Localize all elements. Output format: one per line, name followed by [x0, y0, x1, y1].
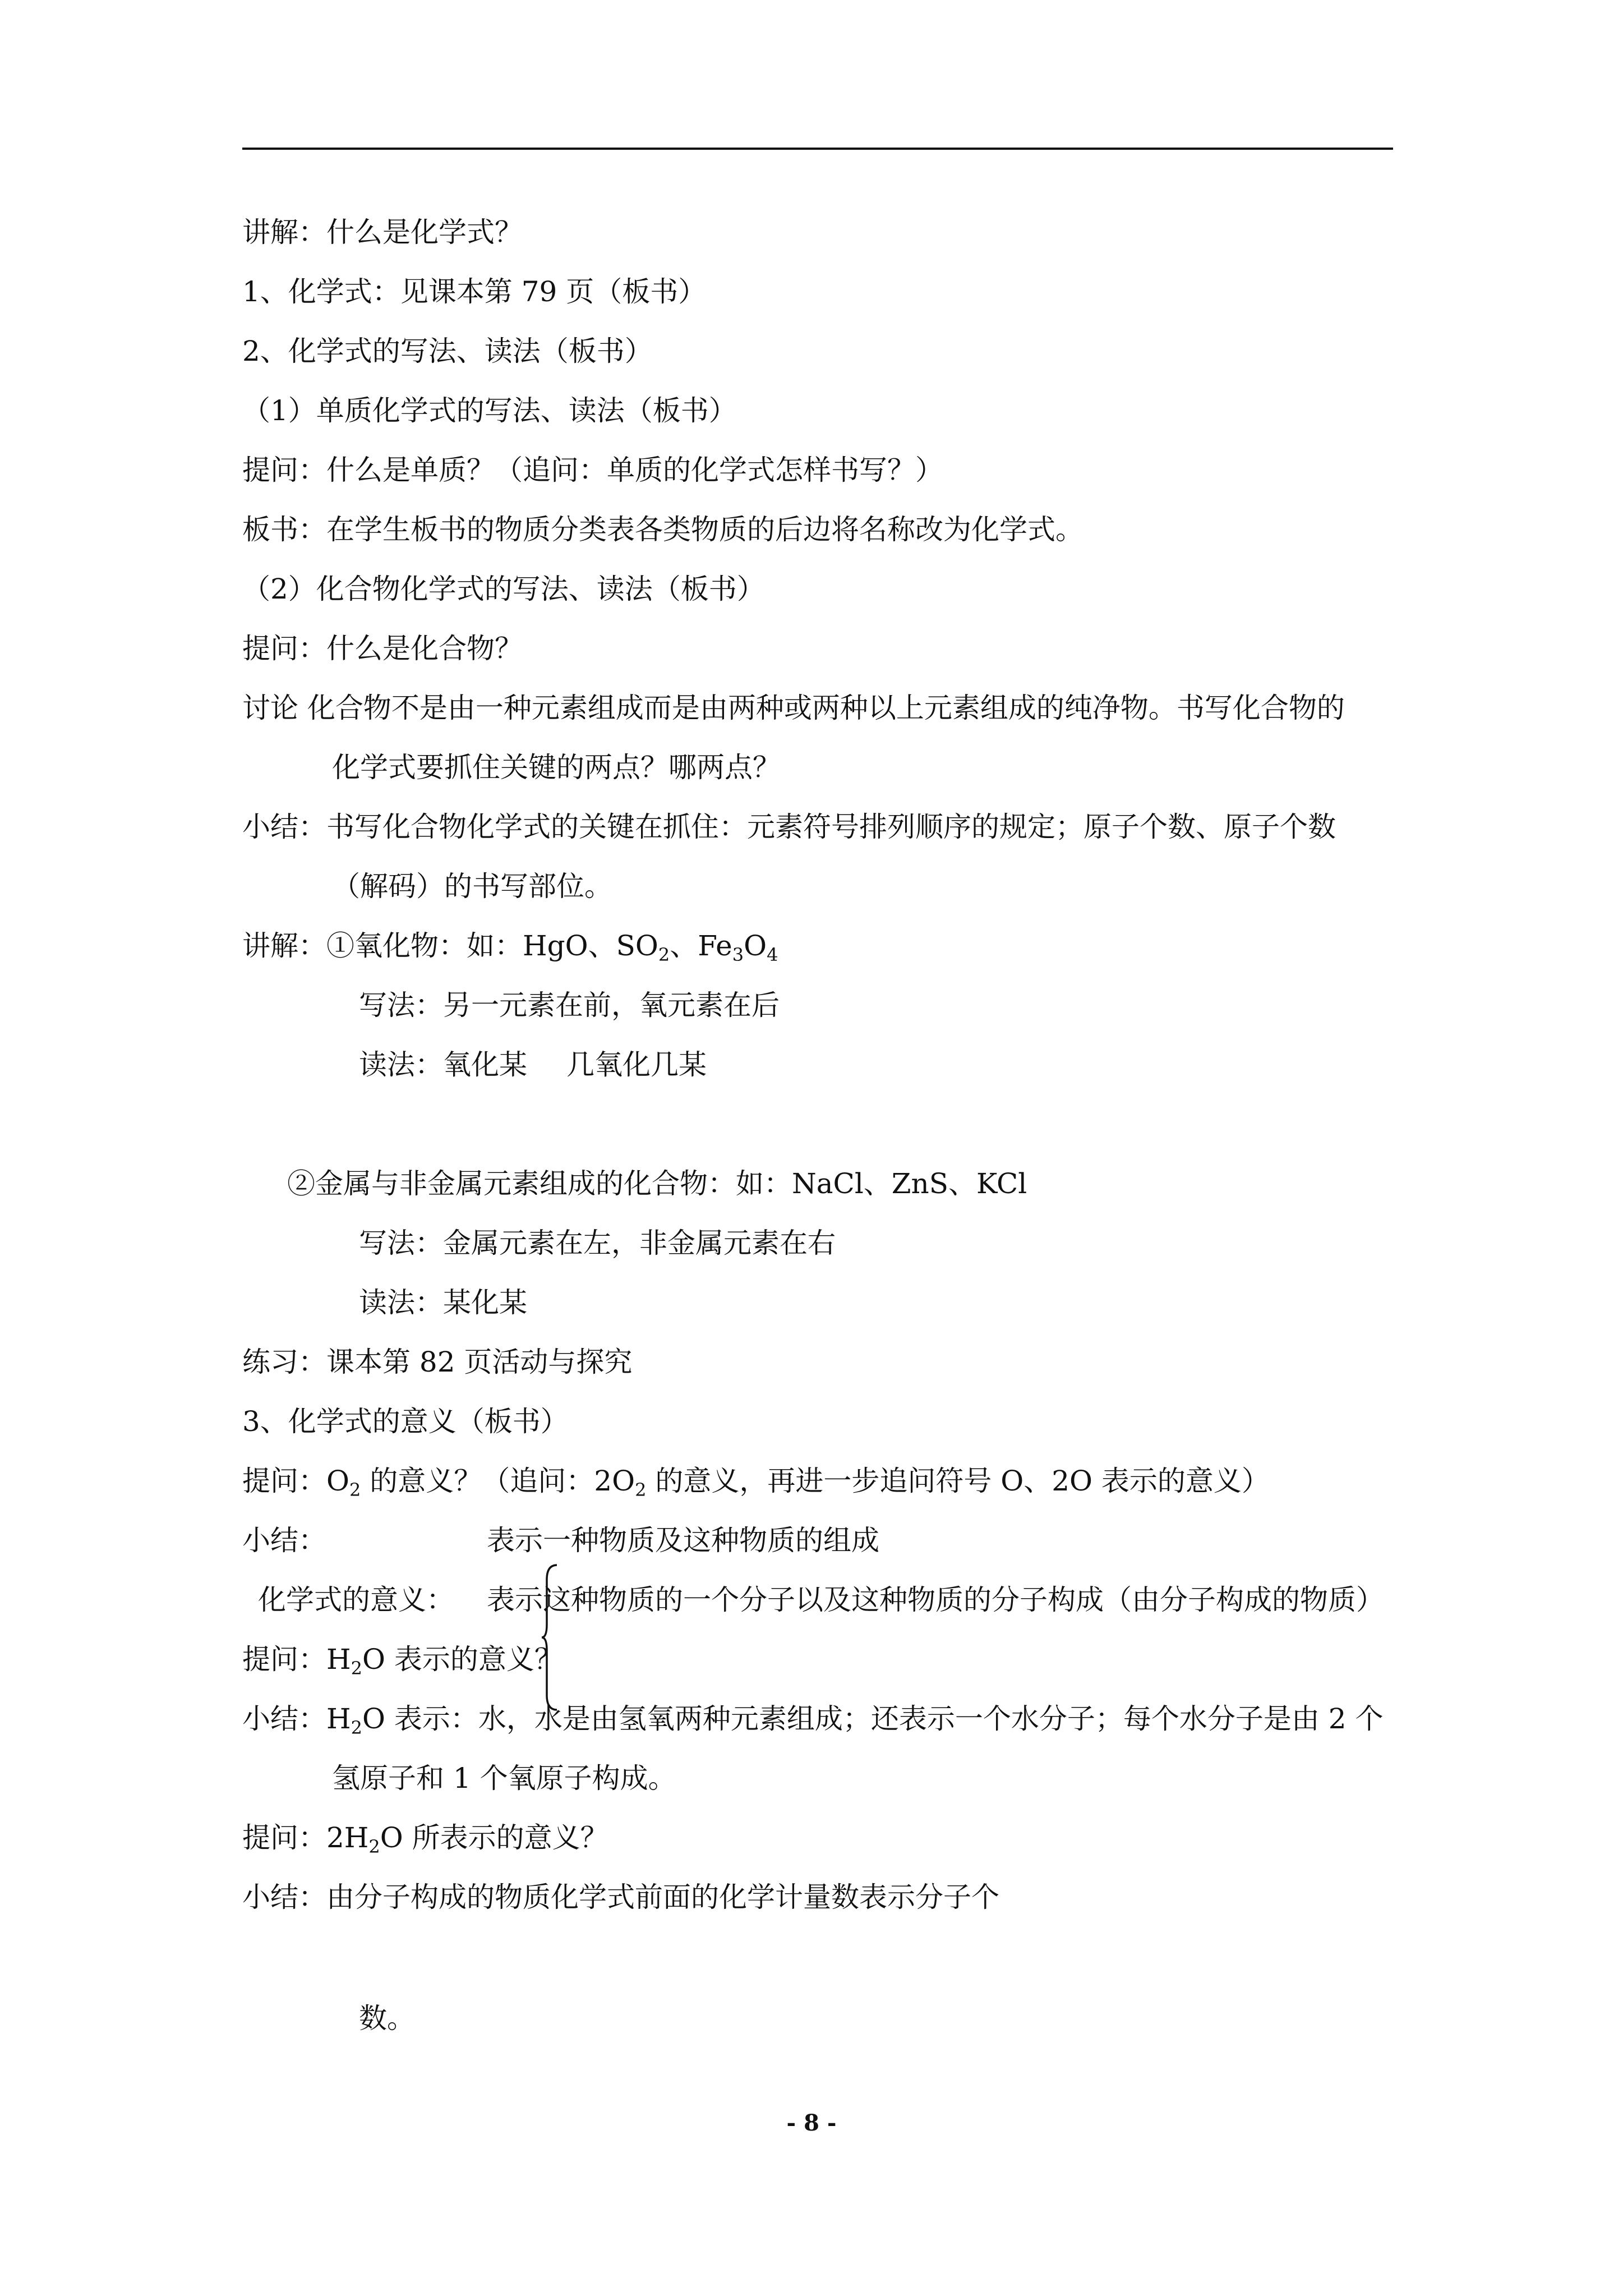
text-run: 提问：H — [242, 1643, 351, 1676]
text-run: 提问：O — [242, 1465, 349, 1497]
subscript: 2 — [635, 1479, 647, 1501]
text-run: O 表示的意义？ — [362, 1643, 562, 1676]
text-run: 提问：2H — [242, 1821, 369, 1854]
text-line: 化学式的意义： — [258, 1584, 454, 1616]
formula-line — [242, 1821, 608, 1855]
text-run: 的意义，再进一步追问符号 O、2O 表示的意义） — [646, 1465, 1270, 1497]
text-line: 1、化学式：见课本第 79 页（板书） — [242, 275, 707, 308]
text-line: 练习：课本第 82 页活动与探究 — [242, 1346, 633, 1378]
text-run: O — [744, 930, 767, 962]
text-line: 提问：什么是单质？（追问：单质的化学式怎样书写？） — [242, 454, 943, 486]
text-run: 的意义？（追问：2O — [361, 1465, 635, 1497]
text-run: 小结：H — [242, 1703, 351, 1735]
text-run: 讲解：①氧化物：如：HgO、SO — [242, 930, 658, 962]
formula-line — [242, 1642, 562, 1679]
subscript: 2 — [658, 944, 670, 965]
text-run: 、Fe — [670, 930, 732, 962]
page-number: - 8 - — [786, 2110, 837, 2136]
text-line: 氢原子和 1 个氧原子构成。 — [332, 1762, 676, 1795]
header-rule — [242, 148, 1393, 150]
formula-line — [242, 929, 778, 963]
subscript: 4 — [767, 944, 778, 965]
text-line: 小结： — [242, 1524, 326, 1557]
text-run: O 所表示的意义？ — [380, 1821, 608, 1854]
text-line: 讲解：什么是化学式？ — [242, 216, 523, 249]
formula-line — [242, 1702, 1383, 1736]
text-line: ②金属与非金属元素组成的化合物：如：NaCl、ZnS、KCl — [287, 1167, 1027, 1200]
text-line: 讨论 化合物不是由一种元素组成而是由两种或两种以上元素组成的纯净物。书写化合物的 — [242, 692, 1345, 724]
text-line: 提问：什么是化合物？ — [242, 632, 523, 665]
text-line: 数。 — [359, 2002, 415, 2035]
subscript: 2 — [351, 1658, 362, 1679]
text-line: 写法：另一元素在前，氧元素在后 — [359, 989, 780, 1022]
subscript: 3 — [732, 944, 744, 965]
subscript: 2 — [368, 1836, 380, 1857]
curly-brace-icon — [540, 1564, 559, 1711]
text-run: O 表示：水，水是由氢氧两种元素组成；还表示一个水分子；每个水分子是由 2 个 — [362, 1703, 1384, 1735]
text-line: 写法：金属元素在左，非金属元素在右 — [359, 1227, 836, 1259]
text-line: （1）单质化学式的写法、读法（板书） — [242, 394, 737, 427]
text-line: 几氧化几某 — [566, 1048, 707, 1081]
text-line: 小结：由分子构成的物质化学式前面的化学计量数表示分子个 — [242, 1881, 999, 1913]
text-line: （解码）的书写部位。 — [332, 870, 612, 903]
subscript: 2 — [351, 1717, 362, 1738]
text-line: 板书：在学生板书的物质分类表各类物质的后边将名称改为化学式。 — [242, 513, 1083, 546]
text-line: 表示这种物质的一个分子以及这种物质的分子构成（由分子构成的物质） — [487, 1584, 1384, 1616]
text-line: 化学式要抓住关键的两点？哪两点？ — [332, 751, 781, 784]
text-line: 读法：某化某 — [359, 1286, 527, 1319]
text-line: 3、化学式的意义（板书） — [242, 1405, 569, 1438]
text-line: 小结：书写化合物化学式的关键在抓住：元素符号排列顺序的规定；原子个数、原子个数 — [242, 811, 1336, 843]
text-line: 2、化学式的写法、读法（板书） — [242, 335, 653, 367]
text-line: 读法：氧化某 — [359, 1048, 527, 1081]
text-line: 表示一种物质及这种物质的组成 — [487, 1524, 879, 1557]
text-line: （2）化合物化学式的写法、读法（板书） — [242, 573, 765, 605]
subscript: 2 — [349, 1479, 361, 1501]
formula-line — [242, 1464, 1270, 1501]
